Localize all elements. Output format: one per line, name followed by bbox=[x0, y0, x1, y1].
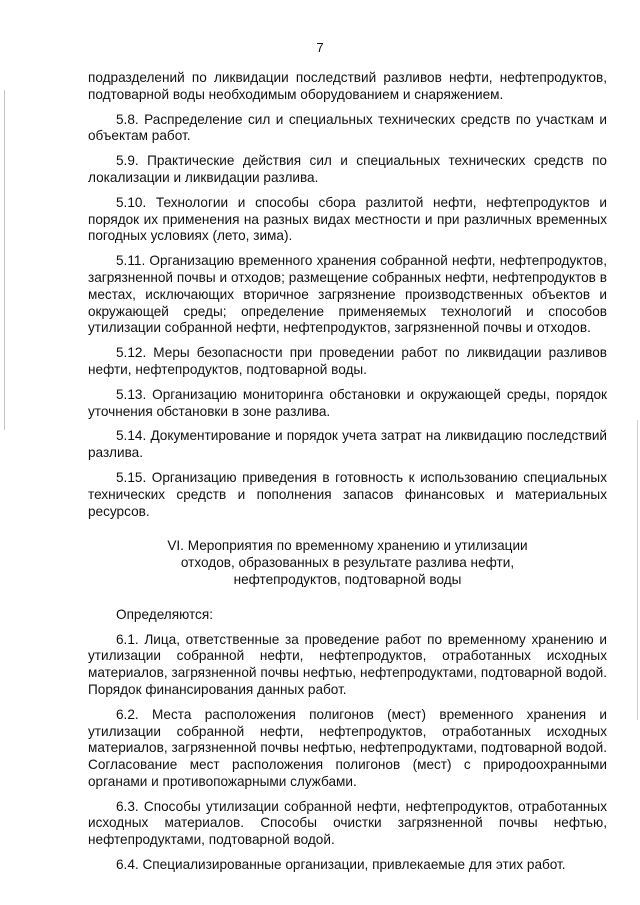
paragraph-p6-2: 6.2. Места расположения полигонов (мест) временного хранения и утилизации собранной нефти, нефтепродуктов, отработанных исходных материалов, загрязненной почвы нефтью, нефтепродуктами, подтоварной водой. Согласование мест расположения полигонов (мест) с природоохранными органами и противопожарными службами. bbox=[88, 706, 607, 789]
paragraph-p5-14: 5.14. Документирование и порядок учета затрат на ликвидацию последствий разлива. bbox=[88, 428, 607, 461]
section-title-line-3: нефтепродуктов, подтоварной воды bbox=[233, 571, 462, 587]
paragraph-p5-9: 5.9. Практические действия сил и специальных технических средств по локализации и ликвидации разлива. bbox=[88, 153, 607, 185]
scan-edge-right bbox=[637, 420, 638, 720]
paragraph-p5-10: 5.10. Технологии и способы сбора разлитой нефти, нефтепродуктов и порядок их применения на разных видах местности и при различных временных погодных условиях (лето, зима). bbox=[88, 194, 607, 244]
paragraph-p5-13: 5.13. Организацию мониторинга обстановки и окружающей среды, порядок уточнения обстановки в зоне разлива. bbox=[88, 386, 607, 419]
section-title bbox=[88, 538, 607, 588]
paragraph-p6-4: 6.4. Специализированные организации, привлекаемые для этих работ. bbox=[116, 857, 566, 873]
page-number: 7 bbox=[316, 40, 324, 55]
paragraph-intro: Определяются: bbox=[116, 606, 213, 622]
scan-edge-left bbox=[4, 90, 5, 430]
section-vi-paragraphs bbox=[88, 607, 607, 874]
paragraph-p6-1: 6.1. Лица, ответственные за проведение работ по временному хранению и утилизации собранной нефти, нефтепродуктов, отработанных исходных материалов, загрязненной почвы нефтью, нефтепродуктами, подтоварной водой. Порядок финансирования данных работ. bbox=[88, 631, 607, 697]
paragraph-p5-11: 5.11. Организацию временного хранения собранной нефти, нефтепродуктов, загрязненной почвы и отходов; размещение собранных нефти, нефтепродуктов в местах, исключающих вторичное загрязнение производственных объектов и окружающей среды; определение применяемых технологий и способов утилизации собранной нефти, нефтепродуктов, загрязненной почвы и отходов. bbox=[88, 253, 607, 336]
section-title-line-2: отходов, образованных в результате разлива нефти, bbox=[180, 555, 515, 571]
section-v-paragraphs bbox=[88, 70, 607, 520]
paragraph-p5-15: 5.15. Организацию приведения в готовность к использованию специальных технических средств и пополнения запасов финансовых и материальных ресурсов. bbox=[88, 469, 607, 519]
paragraph-cont: подразделений по ликвидации последствий разливов нефти, нефтепродуктов, подтоварной воды необходимым оборудованием и снаряжением. bbox=[88, 70, 607, 102]
document-body bbox=[88, 70, 607, 882]
paragraph-p5-8: 5.8. Распределение сил и специальных технических средств по участкам и объектам работ. bbox=[88, 111, 607, 144]
section-title-line-1: VI. Мероприятия по временному хранению и утилизации bbox=[167, 538, 528, 554]
paragraph-p5-12: 5.12. Меры безопасности при проведении работ по ликвидации разливов нефти, нефтепродуктов, подтоварной воды. bbox=[88, 345, 607, 377]
paragraph-p6-3: 6.3. Способы утилизации собранной нефти, нефтепродуктов, отработанных исходных материалов. Способы очистки загрязненной почвы нефтью, нефтепродуктами, подтоварной водой. bbox=[88, 798, 607, 848]
